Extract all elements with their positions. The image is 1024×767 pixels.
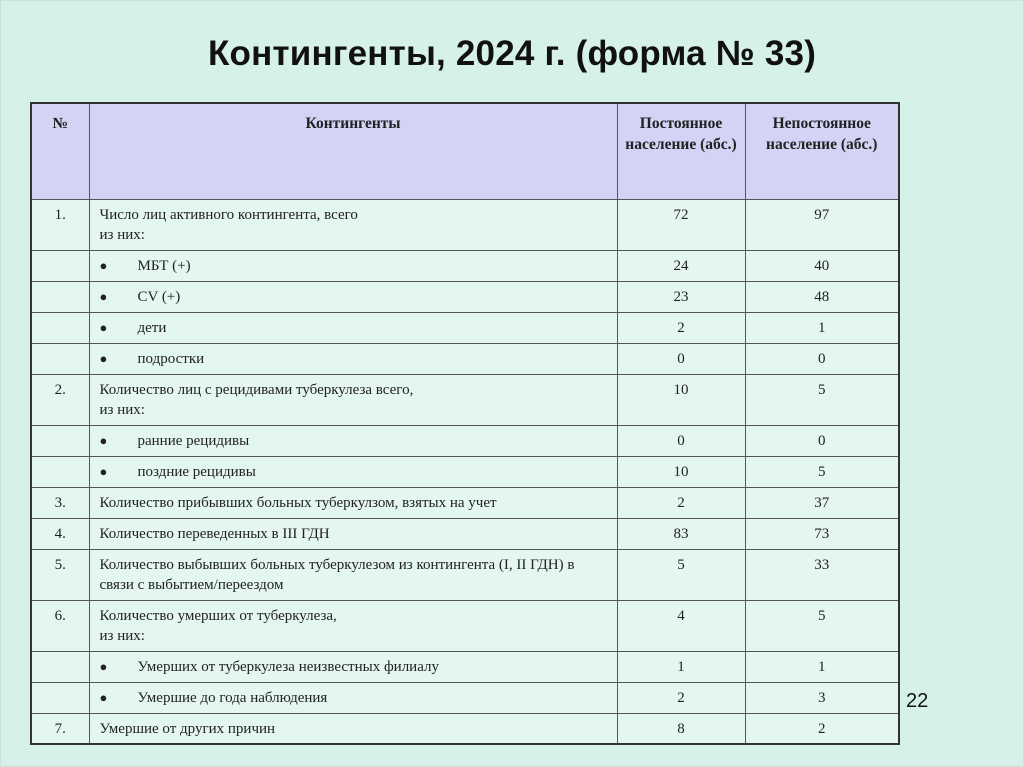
nonpermanent-value: 3 bbox=[745, 682, 899, 713]
row-number: 4. bbox=[31, 518, 89, 549]
bullet-icon: ● bbox=[99, 319, 108, 335]
nonpermanent-value: 5 bbox=[745, 374, 899, 425]
row-number: 5. bbox=[31, 549, 89, 600]
row-label bbox=[89, 281, 617, 312]
nonpermanent-value: 33 bbox=[745, 549, 899, 600]
nonpermanent-value: 73 bbox=[745, 518, 899, 549]
row-label-main: Умершие до года наблюдения bbox=[137, 689, 328, 706]
permanent-value: 5 bbox=[617, 549, 745, 600]
nonpermanent-value: 97 bbox=[745, 199, 899, 250]
row-label: Количество переведенных в III ГДН bbox=[89, 518, 617, 549]
permanent-value: 0 bbox=[617, 425, 745, 456]
permanent-value: 23 bbox=[617, 281, 745, 312]
permanent-value: 2 bbox=[617, 487, 745, 518]
row-number bbox=[31, 281, 89, 312]
row-label-main: Число лиц активного контингента, всего bbox=[99, 206, 358, 223]
nonpermanent-value: 2 bbox=[745, 713, 899, 744]
bullet-icon: ● bbox=[99, 288, 108, 304]
row-label bbox=[89, 199, 617, 250]
table-row bbox=[31, 518, 899, 549]
bullet-icon: ● bbox=[99, 257, 108, 273]
table-row bbox=[31, 713, 899, 744]
bullet-icon: ● bbox=[99, 658, 108, 674]
table-row bbox=[31, 600, 899, 651]
row-number bbox=[31, 312, 89, 343]
table-row bbox=[31, 250, 899, 281]
header-contingent: Контингенты bbox=[89, 103, 617, 199]
nonpermanent-value: 0 bbox=[745, 425, 899, 456]
table-row bbox=[31, 425, 899, 456]
bullet-icon: ● bbox=[99, 432, 108, 448]
bullet-icon: ● bbox=[99, 350, 108, 366]
row-label bbox=[89, 425, 617, 456]
page-title: Контингенты, 2024 г. (форма № 33) bbox=[207, 34, 817, 73]
permanent-value: 2 bbox=[617, 312, 745, 343]
header-num: № bbox=[31, 103, 89, 199]
row-label-main: CV (+) bbox=[137, 288, 181, 305]
row-number bbox=[31, 651, 89, 682]
permanent-value: 4 bbox=[617, 600, 745, 651]
permanent-value: 8 bbox=[617, 713, 745, 744]
row-label bbox=[89, 682, 617, 713]
row-number bbox=[31, 682, 89, 713]
nonpermanent-value: 1 bbox=[745, 651, 899, 682]
table-row bbox=[31, 281, 899, 312]
table-row bbox=[31, 651, 899, 682]
table-row bbox=[31, 343, 899, 374]
nonpermanent-value: 48 bbox=[745, 281, 899, 312]
bullet-icon: ● bbox=[99, 463, 108, 479]
row-label-sub: из них: bbox=[99, 226, 145, 243]
row-label bbox=[89, 456, 617, 487]
row-label bbox=[89, 651, 617, 682]
row-number: 7. bbox=[31, 713, 89, 744]
table-row bbox=[31, 682, 899, 713]
nonpermanent-value: 40 bbox=[745, 250, 899, 281]
row-number bbox=[31, 250, 89, 281]
row-label-main: ранние рецидивы bbox=[137, 432, 250, 449]
table-row bbox=[31, 199, 899, 250]
row-label-main: Умерших от туберкулеза неизвестных филиалу bbox=[137, 658, 439, 675]
row-label: Количество выбывших больных туберкулезом из контингента (I, II ГДН) в связи с выбытием/переездом bbox=[89, 549, 617, 600]
row-number bbox=[31, 343, 89, 374]
row-number bbox=[31, 456, 89, 487]
permanent-value: 24 bbox=[617, 250, 745, 281]
row-number: 2. bbox=[31, 374, 89, 425]
nonpermanent-value: 37 bbox=[745, 487, 899, 518]
contingents-table bbox=[30, 102, 900, 745]
row-label-main: подростки bbox=[137, 350, 205, 367]
nonpermanent-value: 5 bbox=[745, 456, 899, 487]
row-label-sub: из них: bbox=[99, 627, 145, 644]
table-header-row bbox=[31, 103, 899, 199]
row-label bbox=[89, 374, 617, 425]
table-row bbox=[31, 456, 899, 487]
table-row bbox=[31, 374, 899, 425]
nonpermanent-value: 1 bbox=[745, 312, 899, 343]
permanent-value: 72 bbox=[617, 199, 745, 250]
row-label bbox=[89, 250, 617, 281]
permanent-value: 1 bbox=[617, 651, 745, 682]
permanent-value: 83 bbox=[617, 518, 745, 549]
row-label: Умершие от других причин bbox=[89, 713, 617, 744]
table-row bbox=[31, 487, 899, 518]
bullet-icon: ● bbox=[99, 689, 108, 705]
row-label-main: Количество умерших от туберкулеза, bbox=[99, 607, 337, 624]
row-label-sub: из них: bbox=[99, 401, 145, 418]
row-number: 3. bbox=[31, 487, 89, 518]
nonpermanent-value: 5 bbox=[745, 600, 899, 651]
row-number: 6. bbox=[31, 600, 89, 651]
permanent-value: 2 bbox=[617, 682, 745, 713]
nonpermanent-value: 0 bbox=[745, 343, 899, 374]
row-label-main: дети bbox=[137, 319, 167, 336]
permanent-value: 0 bbox=[617, 343, 745, 374]
permanent-value: 10 bbox=[617, 456, 745, 487]
table-row bbox=[31, 312, 899, 343]
row-number bbox=[31, 425, 89, 456]
header-permanent: Постоянное население (абс.) bbox=[617, 103, 745, 199]
row-label-main: Количество лиц с рецидивами туберкулеза всего, bbox=[99, 381, 414, 398]
row-label bbox=[89, 312, 617, 343]
row-label-main: МБТ (+) bbox=[137, 257, 191, 274]
page-number: 22 bbox=[906, 690, 929, 712]
row-number: 1. bbox=[31, 199, 89, 250]
header-nonpermanent: Непостоянное население (абс.) bbox=[745, 103, 899, 199]
row-label: Количество прибывших больных туберкулзом, взятых на учет bbox=[89, 487, 617, 518]
row-label bbox=[89, 343, 617, 374]
table-row bbox=[31, 549, 899, 600]
permanent-value: 10 bbox=[617, 374, 745, 425]
row-label bbox=[89, 600, 617, 651]
row-label-main: поздние рецидивы bbox=[137, 463, 256, 480]
